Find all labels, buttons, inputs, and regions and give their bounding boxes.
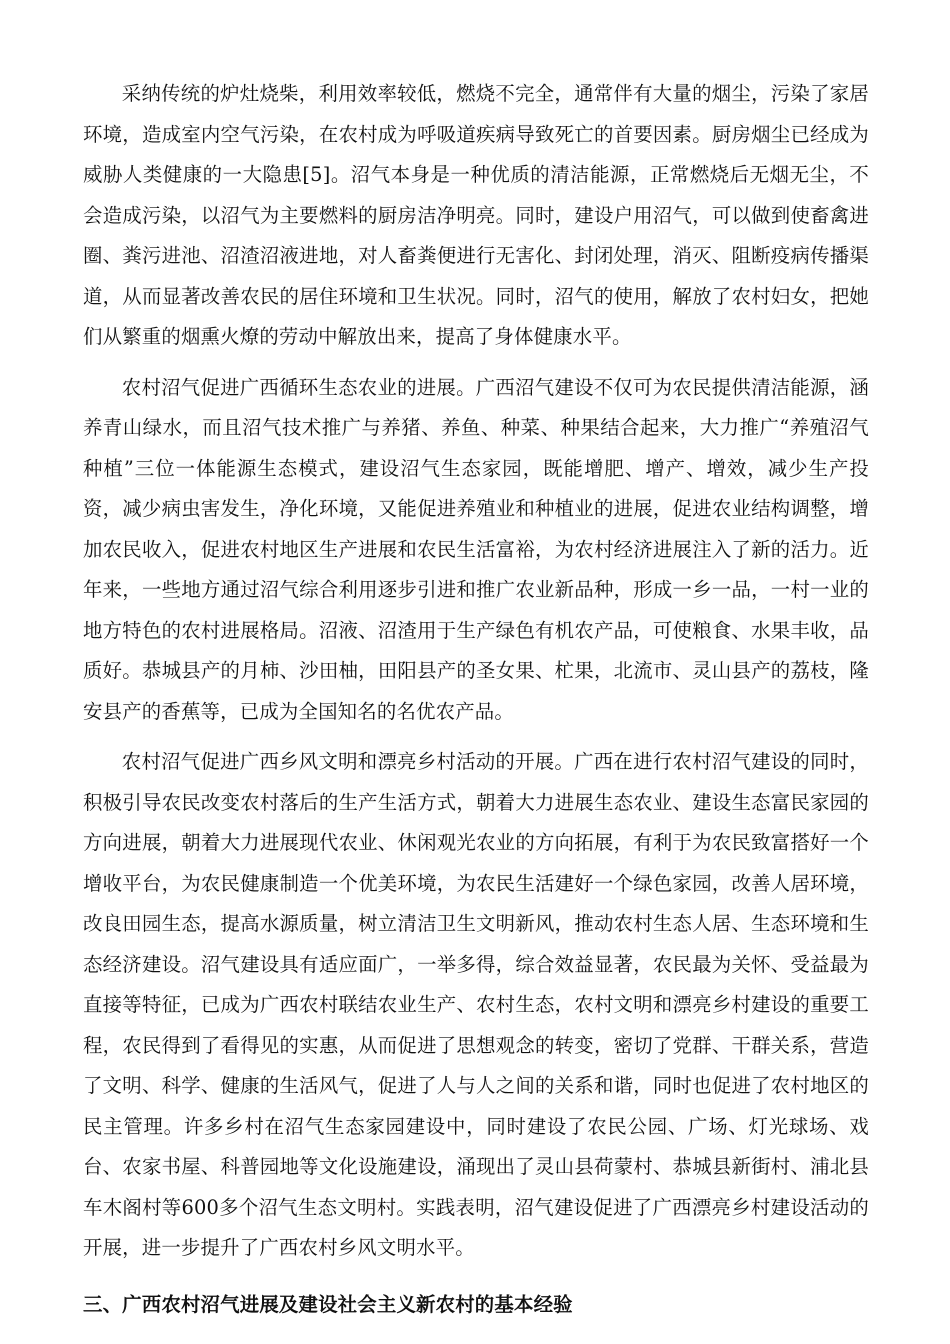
paragraph-ecological-agriculture: 农村沼气促进广西循环生态农业的进展。广西沼气建设不仅可为农民提供清洁能源，涵养青山绿水，而且沼气技术推广与养猪、养鱼、种菜、种果结合起来，大力推广“养殖沼气种植”三位一体能源生态模式，建设沼气生态家园，既能增肥、增产、增效，减少生产投资，减少病虫害发生，净化环境，又能促进养殖业和种植业的进展，促进农业结构调整，增加农民收入，促进农村地区生产进展和农民生活富裕，为农村经济进展注入了新的活力。近年来，一些地方通过沼气综合利用逐步引进和推广农业新品种，形成一乡一品，一村一业的地方特色的农村进展格局。沼液、沼渣用于生产绿色有机农产品，可使粮食、水果丰收，品质好。恭城县产的月柿、沙田柚，田阳县产的圣女果、杧果，北流市、灵山县产的荔枝，隆安县产的香蕉等，已成为全国知名的名优农产品。 xyxy=(83,375,869,723)
paragraph-rural-civilization: 农村沼气促进广西乡风文明和漂亮乡村活动的开展。广西在进行农村沼气建设的同时，积极引导农民改变农村落后的生产生活方式，朝着大力进展生态农业、建设生态富民家园的方向进展，朝着大力进展现代农业、休闲观光农业的方向拓展，有利于为农民致富搭好一个增收平台，为农民健康制造一个优美环境，为农民生活建好一个绿色家园，改善人居环境，改良田园生态，提高水源质量，树立清洁卫生文明新风，推动农村生态人居、生态环境和生态经济建设。沼气建设具有适应面广，一举多得，综合效益显著，农民最为关怀、受益最为直接等特征，已成为广西农村联结农业生产、农村生态，农村文明和漂亮乡村建设的重要工程，农民得到了看得见的实惠，从而促进了思想观念的转变，密切了党群、干群关系，营造了文明、科学、健康的生活风气，促进了人与人之间的关系和谐，同时也促进了农村地区的民主管理。许多乡村在沼气生态家园建设中，同时建设了农民公园、广场、灯光球场、戏台、农家书屋、科普园地等文化设施建设，涌现出了灵山县荷蒙村、恭城县新街村、浦北县车木阁村等600多个沼气生态文明村。实践表明，沼气建设促进了广西漂亮乡村建设活动的开展，进一步提升了广西农村乡风文明水平。 xyxy=(83,750,869,1259)
document-page xyxy=(83,74,869,1325)
paragraph-health: 采纳传统的炉灶烧柴，利用效率较低，燃烧不完全，通常伴有大量的烟尘，污染了家居环境，造成室内空气污染，在农村成为呼吸道疾病导致死亡的首要因素。厨房烟尘已经成为威胁人类健康的一大隐患[5]。沼气本身是一种优质的清洁能源，正常燃烧后无烟无尘，不会造成污染，以沼气为主要燃料的厨房洁净明亮。同时，建设户用沼气，可以做到使畜禽进圈、粪污进池、沼渣沼液进地，对人畜粪便进行无害化、封闭处理，消灭、阻断疫病传播渠道，从而显著改善农民的居住环境和卫生状况。同时，沼气的使用，解放了农村妇女，把她们从繁重的烟熏火燎的劳动中解放出来，提高了身体健康水平。 xyxy=(83,82,869,348)
section-heading: 三、广西农村沼气进展及建设社会主义新农村的基本经验 xyxy=(83,1292,573,1316)
